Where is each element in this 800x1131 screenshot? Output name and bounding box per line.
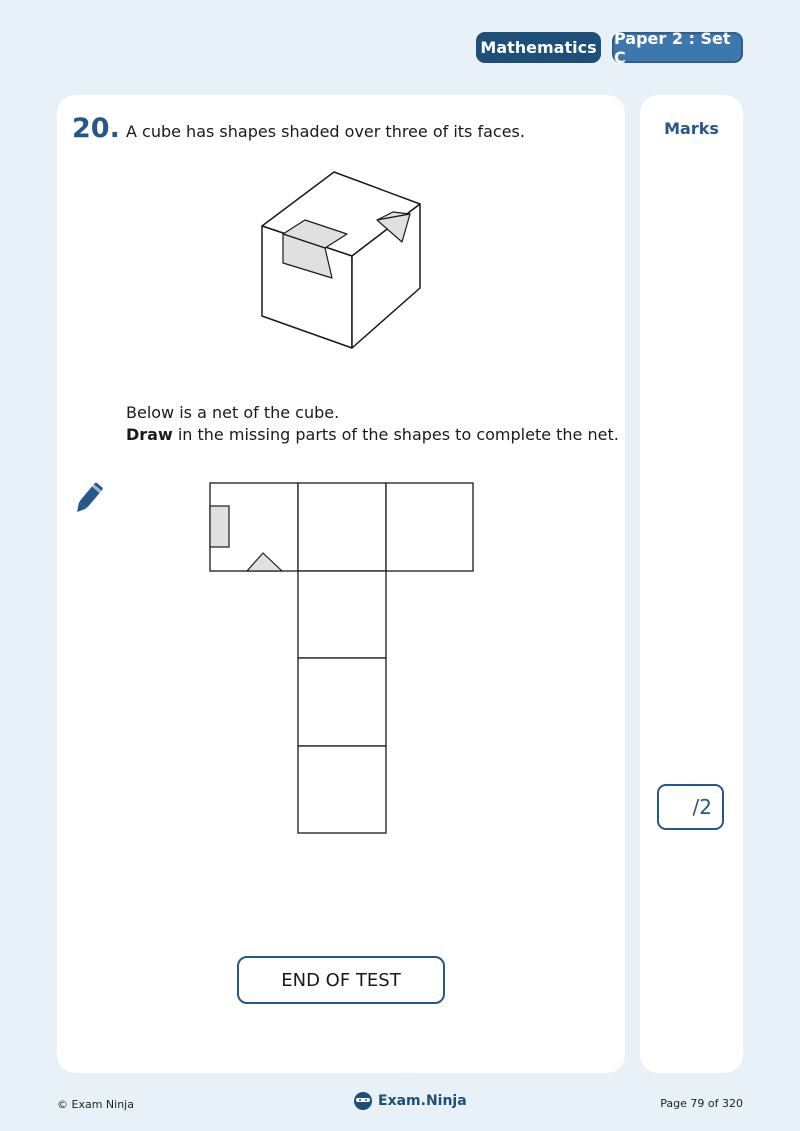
net-face-4: [298, 571, 386, 658]
page-number: Page 79 of 320: [660, 1097, 743, 1110]
copyright: © Exam Ninja: [57, 1098, 134, 1111]
marks-label: Marks: [664, 119, 719, 138]
logo-text: Exam.Ninja: [378, 1093, 467, 1109]
draw-instruction: [126, 424, 619, 446]
net-face-5: [298, 658, 386, 746]
marks-total: /2: [692, 795, 712, 819]
net-instructions: [126, 402, 619, 446]
net-partial-rectangle: [210, 506, 229, 547]
marks-column: [640, 95, 743, 1073]
net-face-6: [298, 746, 386, 833]
net-face-3: [386, 483, 473, 571]
paper-badge: Paper 2 : Set C: [612, 32, 743, 63]
cube-net-diagram: [205, 478, 477, 838]
question-number: 20.: [72, 113, 120, 144]
net-intro-line: Below is a net of the cube.: [126, 403, 340, 422]
marks-box[interactable]: [657, 784, 724, 830]
subject-badge: Mathematics: [476, 32, 601, 63]
pencil-icon: [68, 479, 108, 519]
cube-diagram: [250, 168, 425, 353]
end-of-test-label: END OF TEST: [281, 969, 401, 991]
question-text: A cube has shapes shaded over three of its faces.: [126, 122, 525, 141]
net-face-2: [298, 483, 386, 571]
end-of-test-box: [237, 956, 445, 1004]
draw-instruction-rest: in the missing parts of the shapes to complete the net.: [172, 425, 619, 444]
ninja-logo-icon: [352, 1090, 374, 1112]
exam-ninja-logo: [352, 1090, 467, 1112]
draw-bold: Draw: [126, 425, 173, 444]
